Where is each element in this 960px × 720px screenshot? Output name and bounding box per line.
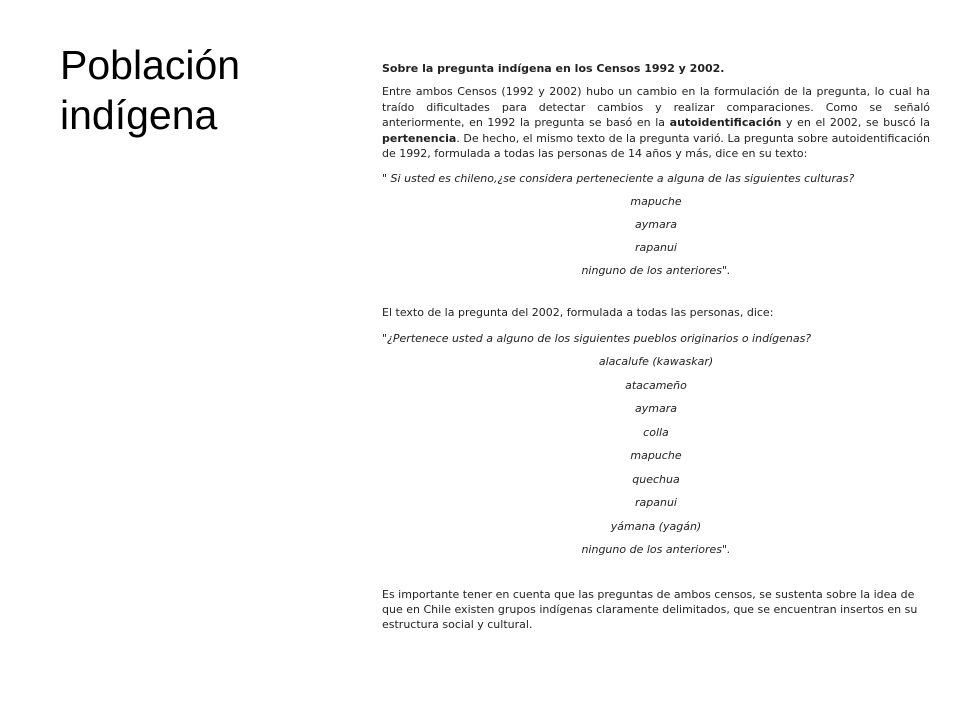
option-2002: alacalufe (kawaskar) <box>598 355 714 368</box>
option-1992: aymara <box>635 217 677 231</box>
text-2002-intro: El texto de la pregunta del 2002, formulada a todas las personas, dice: <box>382 305 774 319</box>
intro-paragraph <box>382 84 930 162</box>
slide-title-line-1: Población <box>60 42 241 88</box>
option-2002: rapanui <box>635 496 677 509</box>
closing-paragraph: Es importante tener en cuenta que las preguntas de ambos censos, se sustenta sobre la idea de que en Chile existen grupos indígenas claramente delimitados, que se encuentran insertos en su estructura social y cultural. <box>382 588 918 631</box>
intro-text-1: Entre ambos Censos (1992 y 2002) hubo un cambio en la formulación de la pregunta, lo cual ha traído dificultades para detectar cambios y realizar comparaciones. Como se señaló anteriormente, en 1992 la pregunta se basó en la <box>382 85 930 129</box>
option-2002: mapuche <box>630 449 682 462</box>
option-2002: quechua <box>632 472 680 486</box>
option-1992: rapanui <box>635 240 677 254</box>
option-2002: yámana (yagán) <box>610 519 702 533</box>
slide-title <box>60 40 340 140</box>
document-heading: Sobre la pregunta indígena en los Censos 1992 y 2002. <box>382 62 725 75</box>
intro-text-2: y en el 2002, se buscó la <box>781 116 930 129</box>
option-1992: mapuche <box>630 194 682 208</box>
slide-title-line-2: indígena <box>60 92 218 138</box>
intro-bold-2: pertenencia <box>382 131 457 145</box>
intro-bold-1: autoidentificación <box>669 116 782 129</box>
question-2002: "¿Pertenece usted a alguno de los siguientes pueblos originarios o indígenas? <box>382 331 812 345</box>
option-1992: ninguno de los anteriores". <box>581 263 731 277</box>
option-2002: colla <box>643 425 669 439</box>
option-2002: ninguno de los anteriores". <box>581 543 731 556</box>
intro-text-3: . De hecho, el mismo texto de la pregunta varió. La pregunta sobre autoidentificación de 1992, formulada a todas las personas de 14 años y más, dice en su texto: <box>382 131 930 160</box>
question-1992: " Si usted es chileno,¿se considera perteneciente a alguna de las siguientes culturas? <box>382 171 855 185</box>
document-excerpt <box>382 62 930 632</box>
option-2002: aymara <box>635 402 677 415</box>
option-2002: atacameño <box>625 378 687 392</box>
